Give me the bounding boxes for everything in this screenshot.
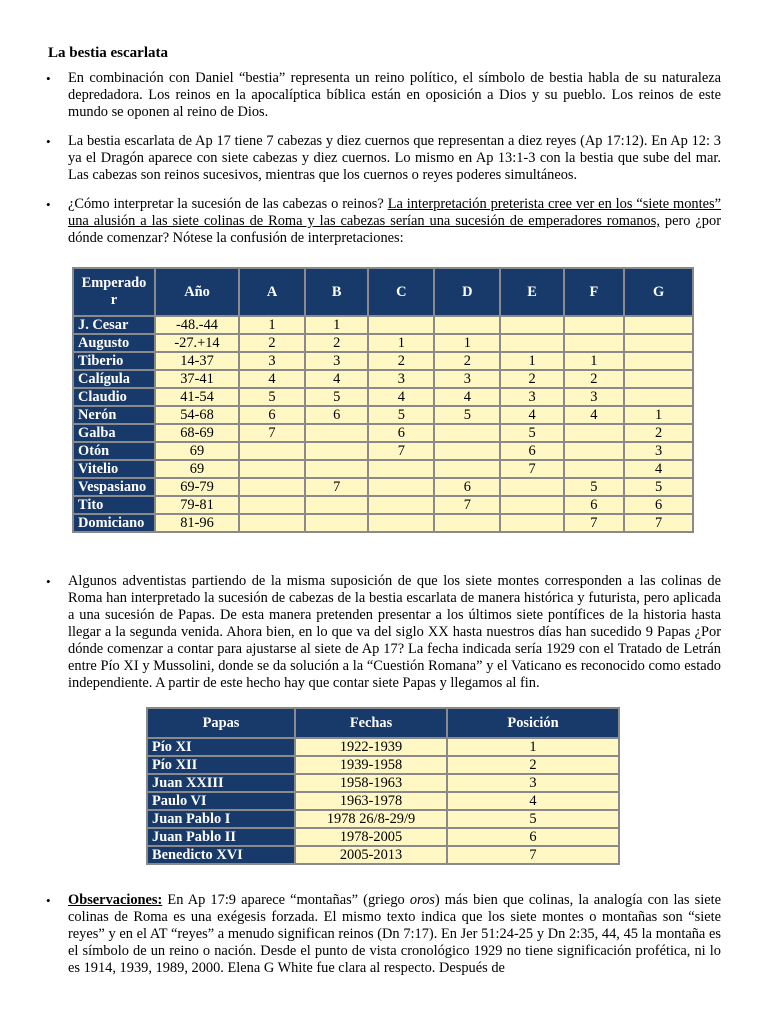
- table-cell: 4: [435, 389, 499, 405]
- table-cell: 4: [240, 371, 304, 387]
- row-label-cell: Juan Pablo II: [148, 829, 294, 845]
- table-cell: 1978-2005: [296, 829, 446, 845]
- table-row: [74, 461, 692, 477]
- table-cell: 1: [625, 407, 692, 423]
- header-cell: G: [625, 269, 692, 315]
- bullet-dot: •: [46, 197, 51, 212]
- table-cell: 7: [369, 443, 433, 459]
- bullet-dot: •: [46, 134, 51, 149]
- table-cell: 6: [369, 425, 433, 441]
- table-cell: [501, 335, 562, 351]
- table-cell: -48.-44: [156, 317, 238, 333]
- table-row: [148, 793, 618, 809]
- table-cell: 5: [306, 389, 367, 405]
- row-label-cell: Pío XI: [148, 739, 294, 755]
- table-cell: 6: [240, 407, 304, 423]
- table-cell: [565, 461, 623, 477]
- table-cell: [565, 335, 623, 351]
- table-cell: [240, 479, 304, 495]
- table-cell: [625, 353, 692, 369]
- emperors-table: [72, 267, 694, 533]
- table-cell: 7: [240, 425, 304, 441]
- italic-term: oros: [409, 892, 435, 908]
- row-label-cell: Vespasiano: [74, 479, 154, 495]
- table-cell: [306, 425, 367, 441]
- row-label-cell: Galba: [74, 425, 154, 441]
- table-cell: 7: [435, 497, 499, 513]
- table-cell: [369, 479, 433, 495]
- table-cell: 6: [435, 479, 499, 495]
- row-label-cell: Pío XII: [148, 757, 294, 773]
- table-cell: [565, 317, 623, 333]
- table-cell: 1958-1963: [296, 775, 446, 791]
- table-cell: [625, 389, 692, 405]
- table-cell: 69: [156, 461, 238, 477]
- table-row: [74, 335, 692, 351]
- table-row: [74, 371, 692, 387]
- table-cell: 3: [306, 353, 367, 369]
- row-label-cell: Otón: [74, 443, 154, 459]
- bullet-dot: •: [46, 893, 51, 908]
- table-cell: 6: [306, 407, 367, 423]
- table-cell: 3: [240, 353, 304, 369]
- table-cell: [240, 443, 304, 459]
- table-cell: 1939-1958: [296, 757, 446, 773]
- table-cell: [501, 515, 562, 531]
- header-cell: D: [435, 269, 499, 315]
- table-cell: 81-96: [156, 515, 238, 531]
- observations-label: Observaciones:: [68, 892, 163, 908]
- header-cell: Año: [156, 269, 238, 315]
- table-cell: 3: [369, 371, 433, 387]
- table-cell: 5: [501, 425, 562, 441]
- bullet-dot: •: [46, 574, 51, 589]
- table-cell: [435, 317, 499, 333]
- table-cell: [501, 497, 562, 513]
- table-cell: 69: [156, 443, 238, 459]
- table-cell: 5: [565, 479, 623, 495]
- table-cell: 1978 26/8-29/9: [296, 811, 446, 827]
- table-cell: 1: [240, 317, 304, 333]
- bullet-paragraph-5: [46, 892, 722, 977]
- table-cell: 68-69: [156, 425, 238, 441]
- table-cell: 4: [625, 461, 692, 477]
- row-label-cell: Tito: [74, 497, 154, 513]
- table-cell: 3: [448, 775, 618, 791]
- table-row: [148, 739, 618, 755]
- table-cell: 2: [240, 335, 304, 351]
- table-row: [74, 443, 692, 459]
- header-cell: Posición: [448, 709, 618, 737]
- table-row: [74, 353, 692, 369]
- row-label-cell: Domiciano: [74, 515, 154, 531]
- table-row: [74, 425, 692, 441]
- paragraph-text: En combinación con Daniel “bestia” representa un reino político, el símbolo de bestia habla de su naturaleza depredadora. Los reinos en la apocalíptica bíblica están en oposición a Dios y su pueblo. Los reinos de este mundo se oponen al reino de Dios.: [68, 70, 721, 120]
- table-cell: 5: [448, 811, 618, 827]
- table-cell: [306, 497, 367, 513]
- bullet-dot: •: [46, 71, 51, 86]
- table-cell: [306, 461, 367, 477]
- table-cell: [501, 317, 562, 333]
- row-label-cell: Claudio: [74, 389, 154, 405]
- table-cell: 1: [501, 353, 562, 369]
- bullet-paragraph-1: [46, 70, 721, 121]
- popes-table-body: [148, 739, 618, 863]
- row-label-cell: Vitelio: [74, 461, 154, 477]
- table-cell: 3: [565, 389, 623, 405]
- table-cell: 2: [306, 335, 367, 351]
- table-header-row: [74, 269, 692, 315]
- table-row: [74, 317, 692, 333]
- table-cell: 6: [565, 497, 623, 513]
- table-cell: 1963-1978: [296, 793, 446, 809]
- table-cell: 2: [369, 353, 433, 369]
- row-label-cell: Juan Pablo I: [148, 811, 294, 827]
- table-row: [74, 515, 692, 531]
- paragraph-text: Algunos adventistas partiendo de la misma suposición de que los siete montes corresponden a las colinas de Roma han interpretado la sucesión de cabezas de la bestia escarlata de manera histórica y futurista, pero aplicada a una sucesión de Papas. De esta manera pretenden presentar a los últimos siete pontífices de la historia hasta llegar a la segunda venida. Ahora bien, en lo que va del siglo XX hasta nuestros días han sucedido 9 Papas ¿Por dónde comenzar a contar para ajustarse al siete de Ap 17? La fecha indicada sería 1929 con el Tratado de Letrán entre Pío XI y Mussolini, donde se da solución a la “Cuestión Romana” y el Vaticano es reconocido como estado independiente. A partir de este hecho hay que contar siete Papas y llegamos al fin.: [68, 573, 721, 691]
- table-cell: 4: [306, 371, 367, 387]
- table-cell: [565, 443, 623, 459]
- paragraph-text: En Ap 17:9 aparece “montañas” (griego: [162, 892, 410, 908]
- table-cell: 4: [501, 407, 562, 423]
- header-cell: C: [369, 269, 433, 315]
- row-label-cell: Benedicto XVI: [148, 847, 294, 863]
- table-cell: 1: [435, 335, 499, 351]
- table-row: [74, 497, 692, 513]
- table-cell: 5: [435, 407, 499, 423]
- table-row: [74, 479, 692, 495]
- table-cell: 4: [369, 389, 433, 405]
- table-cell: [435, 515, 499, 531]
- header-cell: Emperado r: [74, 269, 154, 315]
- table-row: [148, 811, 618, 827]
- table-cell: 5: [240, 389, 304, 405]
- table-row: [148, 757, 618, 773]
- table-cell: [240, 461, 304, 477]
- header-cell: F: [565, 269, 623, 315]
- table-cell: 6: [501, 443, 562, 459]
- row-label-cell: J. Cesar: [74, 317, 154, 333]
- row-label-cell: Tiberio: [74, 353, 154, 369]
- table-cell: 7: [448, 847, 618, 863]
- table-row: [148, 847, 618, 863]
- table-cell: [369, 497, 433, 513]
- table-cell: 1: [565, 353, 623, 369]
- table-cell: 37-41: [156, 371, 238, 387]
- row-label-cell: Nerón: [74, 407, 154, 423]
- header-cell: Papas: [148, 709, 294, 737]
- table-cell: 7: [501, 461, 562, 477]
- table-cell: 2005-2013: [296, 847, 446, 863]
- table-cell: 5: [369, 407, 433, 423]
- header-cell: Fechas: [296, 709, 446, 737]
- table-cell: [240, 515, 304, 531]
- underlined-text: La interpretación preterista cree ver en los “siete montes” una alusión a las siete colinas de Roma y las cabezas serían una sucesión de emperadores romanos,: [68, 196, 722, 229]
- header-cell: E: [501, 269, 562, 315]
- table-cell: 54-68: [156, 407, 238, 423]
- table-cell: 4: [565, 407, 623, 423]
- bullet-paragraph-2: [46, 133, 721, 184]
- table-cell: 7: [625, 515, 692, 531]
- table-cell: [435, 443, 499, 459]
- table-cell: [240, 497, 304, 513]
- table-cell: 3: [625, 443, 692, 459]
- row-label-cell: Calígula: [74, 371, 154, 387]
- table-row: [148, 775, 618, 791]
- table-row: [74, 407, 692, 423]
- table-cell: 79-81: [156, 497, 238, 513]
- header-cell: A: [240, 269, 304, 315]
- table-cell: [565, 425, 623, 441]
- table-cell: 1: [369, 335, 433, 351]
- table-cell: 2: [625, 425, 692, 441]
- table-cell: 14-37: [156, 353, 238, 369]
- table-cell: 4: [448, 793, 618, 809]
- table-cell: 7: [306, 479, 367, 495]
- table-cell: [369, 317, 433, 333]
- table-cell: 69-79: [156, 479, 238, 495]
- table-cell: [435, 425, 499, 441]
- row-label-cell: Paulo VI: [148, 793, 294, 809]
- table-cell: [435, 461, 499, 477]
- table-cell: 2: [448, 757, 618, 773]
- header-cell: B: [306, 269, 367, 315]
- table-cell: 3: [501, 389, 562, 405]
- table-cell: [369, 515, 433, 531]
- popes-table: [146, 707, 620, 865]
- table-cell: 1: [448, 739, 618, 755]
- row-label-cell: Juan XXIII: [148, 775, 294, 791]
- table-cell: [306, 443, 367, 459]
- table-cell: [369, 461, 433, 477]
- table-header-row: [148, 709, 618, 737]
- bullet-paragraph-4: [46, 573, 721, 692]
- table-cell: 1: [306, 317, 367, 333]
- table-cell: 7: [565, 515, 623, 531]
- section-title: La bestia escarlata: [48, 45, 168, 61]
- table-row: [148, 829, 618, 845]
- table-cell: 5: [625, 479, 692, 495]
- paragraph-text: pero ¿por dónde comenzar? Nótese la confusión de interpretaciones:: [68, 213, 721, 246]
- table-cell: 2: [435, 353, 499, 369]
- table-cell: 6: [625, 497, 692, 513]
- table-cell: 1922-1939: [296, 739, 446, 755]
- table-cell: 2: [501, 371, 562, 387]
- table-cell: [625, 335, 692, 351]
- bullet-paragraph-3: [46, 196, 722, 247]
- paragraph-text: ¿Cómo interpretar la sucesión de las cabezas o reinos?: [68, 196, 388, 212]
- table-cell: 6: [448, 829, 618, 845]
- row-label-cell: Augusto: [74, 335, 154, 351]
- paragraph-text: ) más bien que colinas, la analogía con las siete colinas de Roma es una exégesis forzada. El mismo texto indica que los siete montes o montañas son “siete reyes” y en el AT “reyes” a menudo significan reinos (Dn 7:17). En Jer 51:24-25 y Dn 2:35, 44, 45 la montaña es el símbolo de un reino o nación. Desde el punto de vista cronológico 1929 no tiene significación profética, ni lo es 1914, 1939, 1989, 2000. Elena G White fue clara al respecto. Después de: [68, 892, 722, 976]
- emperors-table-body: [74, 317, 692, 531]
- table-row: [74, 389, 692, 405]
- table-cell: [625, 317, 692, 333]
- table-cell: [306, 515, 367, 531]
- paragraph-text: La bestia escarlata de Ap 17 tiene 7 cabezas y diez cuernos que representan a diez reyes (Ap 17:12). En Ap 12: 3 ya el Dragón aparece con siete cabezas y diez cuernos. Lo mismo en Ap 13:1-3 con la bestia que sube del mar. Las cabezas son reinos sucesivos, mientras que los cuernos o reyes poderes simultáneos.: [68, 133, 721, 183]
- table-cell: [625, 371, 692, 387]
- table-cell: 3: [435, 371, 499, 387]
- table-cell: 41-54: [156, 389, 238, 405]
- table-cell: [501, 479, 562, 495]
- table-cell: 2: [565, 371, 623, 387]
- table-cell: -27.+14: [156, 335, 238, 351]
